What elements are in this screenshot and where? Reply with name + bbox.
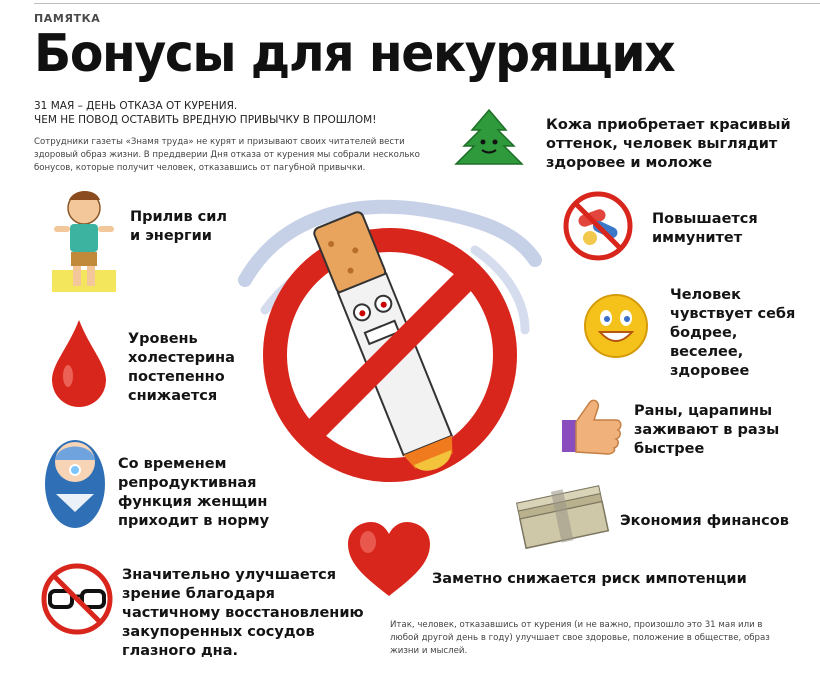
blood-drop-icon — [50, 318, 108, 408]
smiley-icon — [582, 292, 650, 360]
bonus-vision: Значительно улучшается зрение благодаря частичному восстановлению закупоренных сосудов глазного дна. — [122, 567, 364, 659]
bonus-wounds: Раны, царапины заживают в разы быстрее — [634, 403, 780, 457]
subtitle-line-1: 31 МАЯ – ДЕНЬ ОТКАЗА ОТ КУРЕНИЯ. — [34, 100, 238, 112]
no-glasses-icon — [40, 562, 114, 636]
no-smoking-illustration — [225, 170, 555, 500]
top-rule — [34, 3, 820, 4]
bonus-energy: Прилив сил и энергии — [130, 209, 228, 244]
subtitle-line-2: ЧЕМ НЕ ПОВОД ОСТАВИТЬ ВРЕДНУЮ ПРИВЫЧКУ В ПРОШЛОМ! — [34, 114, 377, 126]
no-pills-icon — [562, 190, 634, 262]
bonus-finances: Экономия финансов — [620, 513, 789, 529]
conclusion-text: Итак, человек, отказавшись от курения (и не важно, произошло это 31 мая или в любой другой день в году) улучшает свое здоровье, положение в обществе, образ жизни и мыслей. — [390, 620, 770, 656]
page-title: Бонусы для некурящих — [34, 24, 675, 84]
money-icon — [512, 480, 612, 550]
thumbs-up-icon — [560, 398, 624, 456]
bonus-reproductive: Со временем репродуктивная функция женщин приходит в норму — [118, 456, 270, 529]
tree-icon — [452, 108, 526, 170]
bonus-cholesterol: Уровень холестерина постепенно снижается — [128, 331, 235, 404]
bonus-mood: Человек чувствует себя бодрее, веселее, здоровее — [670, 287, 796, 379]
boy-icon — [44, 186, 124, 296]
heart-icon — [346, 520, 432, 600]
bonus-immunity: Повышается иммунитет — [652, 211, 758, 246]
bonus-skin: Кожа приобретает красивый оттенок, человек выглядит здоровее и моложе — [546, 117, 791, 171]
baby-icon — [42, 432, 108, 530]
intro-text: Сотрудники газеты «Знамя труда» не курят и призывают своих читателей вести здоровый образ жизни. В преддверии Дня отказа от курения мы собрали несколько бонусов, которые получит человек, отказавшись от пагубной привычки. — [34, 137, 420, 173]
kicker: ПАМЯТКА — [34, 12, 101, 25]
bonus-impotence: Заметно снижается риск импотенции — [432, 571, 747, 587]
